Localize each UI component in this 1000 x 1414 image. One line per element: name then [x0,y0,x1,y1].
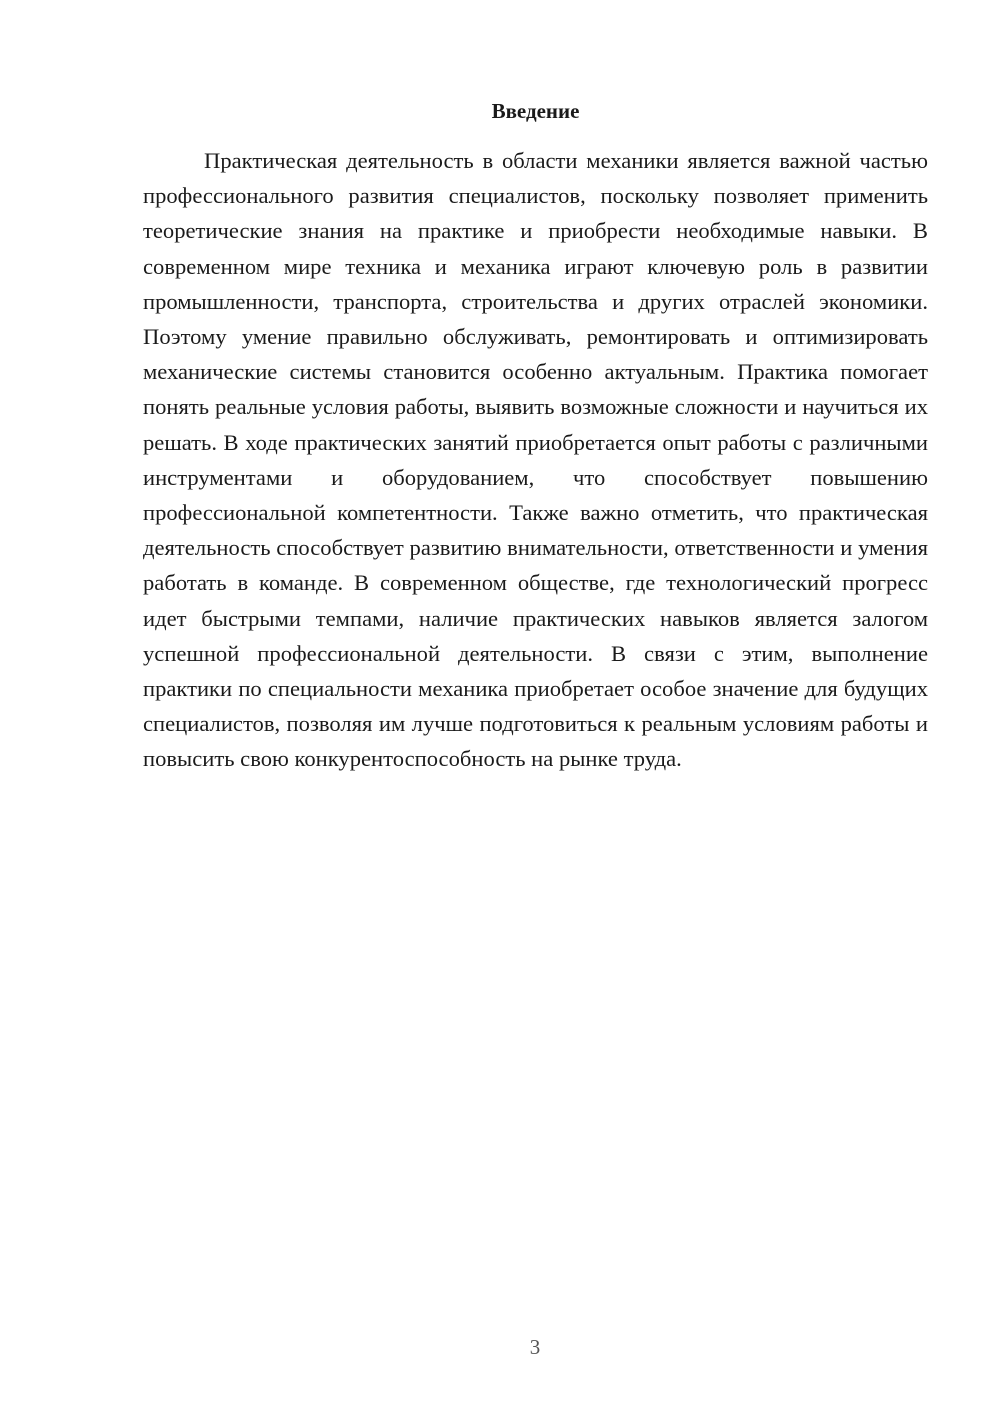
intro-paragraph: Практическая деятельность в области механики является важной частью профессионального развития специалистов, поскольку позволяет применить теоретические знания на практике и приобрести необходимые навыки. В современном мире техника и механика играют ключевую роль в развитии промышленности, транспорта, строительства и других отраслей экономики. Поэтому умение правильно обслуживать, ремонтировать и оптимизировать механические системы становится особенно актуальным. Практика помогает понять реальные условия работы, выявить возможные сложности и научиться их решать. В ходе практических занятий приобретается опыт работы с различными инструментами и оборудованием, что способствует повышению профессиональной компетентности. Также важно отметить, что практическая деятельность способствует развитию внимательности, ответственности и умения работать в команде. В современном обществе, где технологический прогресс идет быстрыми темпами, наличие практических навыков является залогом успешной профессиональной деятельности. В связи с этим, выполнение практики по специальности механика приобретает особое значение для будущих специалистов, позволяя им лучше подготовиться к реальным условиям работы и повысить свою конкурентоспособность на рынке труда. [143,148,928,772]
page-number: 3 [529,1335,541,1359]
section-heading: Введение [491,99,580,123]
